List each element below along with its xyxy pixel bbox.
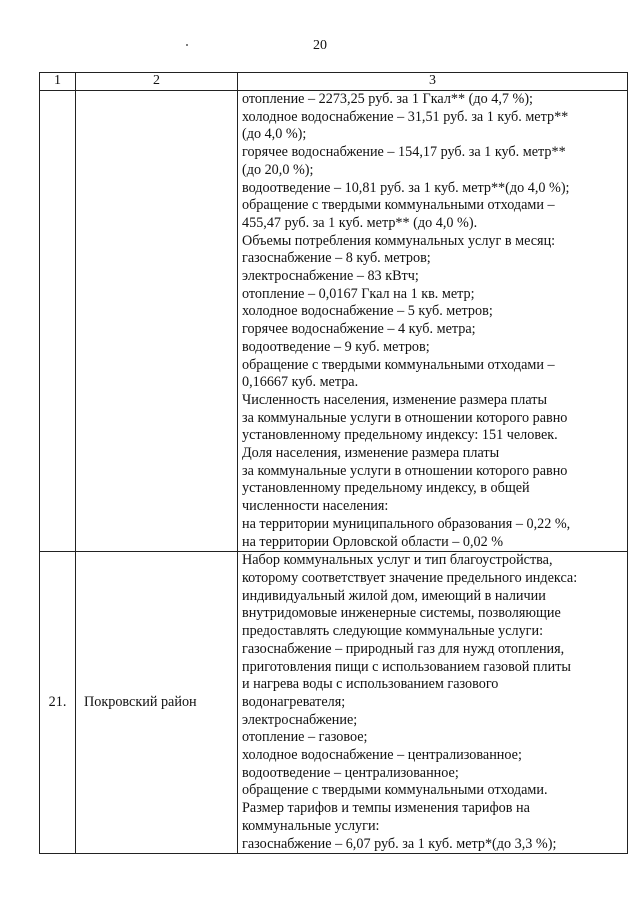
- text-line: холодное водоснабжение – централизованное;: [242, 747, 522, 764]
- text-line: на территории Орловской области – 0,02 %: [242, 533, 504, 550]
- table-header-row: [40, 73, 628, 91]
- text-line: индивидуальный жилой дом, имеющий в наличии: [242, 587, 546, 604]
- table-row: [40, 91, 628, 552]
- text-line: отопление – 0,0167 Гкал на 1 кв. метр;: [242, 285, 475, 302]
- region-cell: [76, 91, 238, 552]
- text-line: Размер тарифов и темпы изменения тарифов на: [242, 800, 530, 817]
- text-line: обращение с твердыми коммунальными отходами –: [242, 197, 555, 214]
- tariff-table: [39, 72, 628, 854]
- text-line: Объемы потребления коммунальных услуг в месяц:: [242, 232, 556, 249]
- text-line: горячее водоснабжение – 154,17 руб. за 1 куб. метр**: [242, 144, 566, 161]
- text-line: водоотведение – 10,81 руб. за 1 куб. метр**(до 4,0 %);: [242, 179, 570, 196]
- text-line: которому соответствует значение предельного индекса:: [242, 569, 578, 586]
- text-line: газоснабжение – 6,07 руб. за 1 куб. метр*(до 3,3 %);: [242, 835, 557, 852]
- text-line: обращение с твердыми коммунальными отходами.: [242, 782, 548, 799]
- text-line: газоснабжение – 8 куб. метров;: [242, 250, 431, 267]
- scan-speck: [186, 44, 188, 46]
- text-line: 0,16667 куб. метра.: [242, 374, 359, 391]
- text-line: электроснабжение – 83 кВтч;: [242, 268, 419, 285]
- text-line: внутридомовые инженерные системы, позволяющие: [242, 605, 561, 622]
- column-header-3: 3: [238, 73, 628, 91]
- text-line: отопление – газовое;: [242, 729, 368, 746]
- description-cell: [238, 552, 628, 854]
- text-line: холодное водоснабжение – 31,51 руб. за 1 куб. метр**: [242, 108, 569, 125]
- text-line: электроснабжение;: [242, 711, 358, 728]
- text-line: (до 20,0 %);: [242, 161, 314, 178]
- text-line: за коммунальные услуги в отношении которого равно: [242, 409, 568, 426]
- text-line: Набор коммунальных услуг и тип благоустройства,: [242, 552, 553, 569]
- text-line: холодное водоснабжение – 5 куб. метров;: [242, 303, 493, 320]
- text-line: установленному предельному индексу: 151 человек.: [242, 427, 558, 444]
- text-line: отопление – 2273,25 руб. за 1 Гкал** (до 4,7 %);: [242, 91, 533, 107]
- text-line: установленному предельному индексу, в общей: [242, 480, 530, 497]
- text-line: Численность населения, изменение размера платы: [242, 391, 548, 408]
- text-line: (до 4,0 %);: [242, 126, 307, 143]
- text-line: Доля населения, изменение размера платы: [242, 445, 500, 462]
- text-line: на территории муниципального образования – 0,22 %,: [242, 515, 571, 532]
- text-line: коммунальные услуги:: [242, 817, 380, 834]
- text-line: горячее водоснабжение – 4 куб. метра;: [242, 321, 476, 338]
- text-line: водоотведение – 9 куб. метров;: [242, 338, 430, 355]
- column-header-1: 1: [40, 73, 76, 91]
- row-number-cell: 21.: [40, 552, 76, 854]
- text-line: обращение с твердыми коммунальными отходами –: [242, 356, 555, 373]
- region-cell: Покровский район: [76, 552, 238, 854]
- text-line: численности населения:: [242, 498, 389, 515]
- row-number-cell: [40, 91, 76, 552]
- text-line: газоснабжение – природный газ для нужд отопления,: [242, 640, 565, 657]
- text-line: водонагревателя;: [242, 693, 346, 710]
- text-line: приготовления пищи с использованием газовой плиты: [242, 658, 571, 675]
- text-line: за коммунальные услуги в отношении которого равно: [242, 462, 568, 479]
- column-header-2: 2: [76, 73, 238, 91]
- description-cell: [238, 91, 628, 552]
- page-number: 20: [313, 38, 327, 53]
- text-line: и нагрева воды с использованием газового: [242, 676, 499, 693]
- text-line: предоставлять следующие коммунальные услуги:: [242, 623, 544, 640]
- text-line: 455,47 руб. за 1 куб. метр** (до 4,0 %).: [242, 214, 478, 231]
- text-line: водоотведение – централизованное;: [242, 764, 459, 781]
- table-row: [40, 552, 628, 854]
